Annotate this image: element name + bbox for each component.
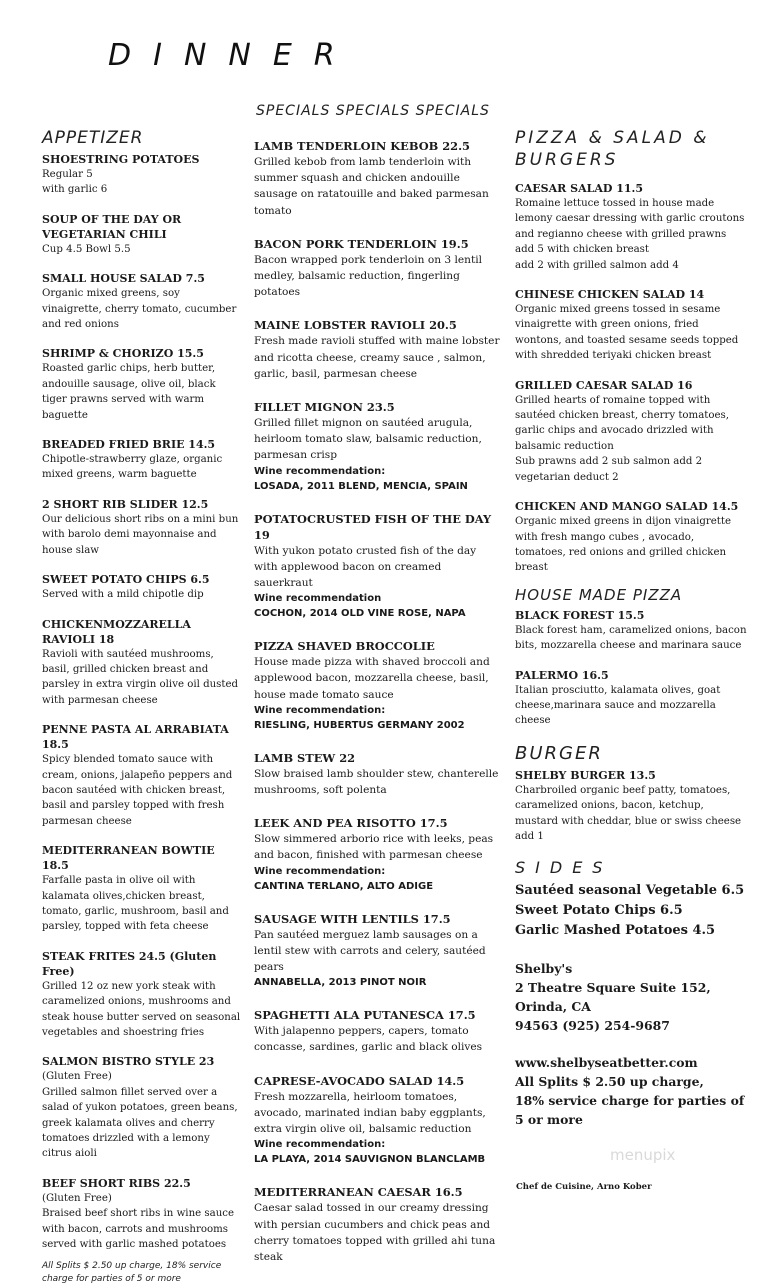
item-description: Farfalle pasta in olive oil with kalamata olives,chicken breast, tomato, garlic, mushroom, basil and parsley, topped with feta cheese [42, 875, 229, 933]
wine-recommendation: ANNABELLA, 2013 PINOT NOIR [254, 977, 427, 989]
item-description: Bacon wrapped pork tenderloin on 3 lentil medley, balsamic reduction, fingerling potatoes [254, 253, 483, 299]
item-description: (Gluten Free) Grilled salmon fillet served over a salad of yukon potatoes, green beans, greek kalamata olives and cherry tomatoes drizzled with a lemony citrus aioli [42, 1071, 238, 1160]
menu-item [254, 1073, 502, 1168]
item-description: Our delicious short ribs on a mini bun with barolo demi mayonnaise and house slaw [42, 513, 239, 556]
info-line: All Splits $ 2.50 up charge, [515, 1074, 704, 1090]
wine-label: Wine recommendation: [254, 465, 386, 477]
menu-item [42, 722, 242, 829]
menu-item [42, 437, 242, 483]
menu-item [254, 1007, 502, 1055]
side-item: Sautéed seasonal Vegetable 6.5 [515, 883, 745, 899]
item-name: PALERMO 16.5 [515, 668, 609, 682]
item-description: Spicy blended tomato sauce with cream, onions, jalapeño peppers and bacon sautéed with chicken breast, basil and parsley topped with fresh parmesan cheese [42, 754, 233, 827]
item-description: Romaine lettuce tossed in house made lemony caesar dressing with garlic croutons and regianno cheese with grilled prawns add 5 with chicken breast add 2 with grilled salmon add 4 [515, 198, 745, 271]
item-description: With yukon potato crusted fish of the day with applewood bacon on creamed sauerkraut [254, 544, 477, 590]
menu-item [515, 181, 747, 273]
menu-item [42, 617, 242, 709]
menu-item [42, 949, 242, 1041]
chef-credit: Chef de Cuisine, Arno Kober [516, 1182, 652, 1192]
side-item: Sweet Potato Chips 6.5 [515, 903, 683, 919]
item-description: Grilled fillet mignon on sautéed arugula, heirloom tomato slaw, balsamic reduction, parmesan crisp [254, 417, 482, 462]
item-description: Served with a mild chipotle dip [42, 589, 204, 601]
menu-item [42, 497, 242, 558]
wine-label: Wine recommendation: [254, 865, 386, 877]
item-name: MAINE LOBSTER RAVIOLI 20.5 [254, 318, 457, 333]
menu-item [515, 768, 747, 845]
item-name: CAESAR SALAD 11.5 [515, 182, 644, 195]
item-name: PENNE PASTA AL ARRABIATA 18.5 [42, 723, 229, 752]
item-name: SHELBY BURGER 13.5 [515, 768, 656, 782]
menu-item [515, 287, 747, 364]
menu-item [254, 511, 502, 622]
menu-item [42, 346, 242, 423]
menu-item [515, 668, 747, 729]
appetizer-header: APPETIZER [42, 128, 144, 148]
item-name: MEDITERRANEAN BOWTIE 18.5 [42, 844, 215, 873]
menu-item [42, 843, 242, 935]
item-name: MEDITERRANEAN CAESAR 16.5 [254, 1185, 463, 1200]
wine-recommendation: COCHON, 2014 OLD VINE ROSE, NAPA [254, 608, 466, 620]
item-name: BACON PORK TENDERLOIN 19.5 [254, 236, 469, 251]
item-description: Grilled kebob from lamb tenderloin with summer squash and chicken andouille sausage on ratatouille and baked parmesan tomato [254, 156, 489, 217]
item-name: SALMON BISTRO STYLE 23 [42, 1055, 215, 1069]
footer-info [515, 1053, 747, 1129]
item-name: BLACK FOREST 15.5 [515, 608, 645, 622]
item-description: Italian prosciutto, kalamata olives, goat cheese,marinara sauce and mozzarella cheese [515, 684, 721, 727]
menu-item [515, 608, 747, 654]
item-name: SOUP OF THE DAY OR VEGETARIAN CHILI [42, 212, 182, 241]
wine-label: Wine recommendation [254, 593, 382, 605]
watermark: menupix [610, 1146, 676, 1164]
item-name: SMALL HOUSE SALAD 7.5 [42, 272, 205, 286]
appetizer-list [42, 152, 242, 1252]
wine-recommendation: LA PLAYA, 2014 SAUVIGNON BLANCLAMB [254, 1154, 486, 1166]
house-pizza-header: HOUSE MADE PIZZA [515, 585, 683, 604]
item-name: SPAGHETTI ALA PUTANESCA 17.5 [254, 1008, 476, 1023]
address-line: 94563 (925) 254-9687 [515, 1018, 670, 1034]
item-description: Regular 5 with garlic 6 [42, 169, 108, 196]
menu-item [254, 638, 502, 733]
menu-item [42, 572, 242, 602]
menu-item [515, 499, 747, 576]
item-description: Black forest ham, caramelized onions, bacon bits, mozzarella cheese and marinara sauce [515, 624, 747, 652]
menu-item [254, 317, 502, 382]
menu-item [42, 1054, 242, 1161]
menu-title: DINNER [108, 38, 357, 73]
item-name: SAUSAGE WITH LENTILS 17.5 [254, 911, 451, 926]
item-name: SHRIMP & CHORIZO 15.5 [42, 347, 204, 361]
menu-item [254, 911, 502, 991]
item-description: Slow braised lamb shoulder stew, chanterelle mushrooms, soft polenta [254, 767, 499, 797]
burger-header: BURGER [515, 742, 603, 764]
item-name: CAPRESE-AVOCADO SALAD 14.5 [254, 1073, 465, 1088]
item-name: LEEK AND PEA RISOTTO 17.5 [254, 816, 448, 831]
item-description: Fresh made ravioli stuffed with maine lobster and ricotta cheese, creamy sauce , salmon, garlic, basil, parmesan cheese [254, 335, 500, 380]
item-name: BREADED FRIED BRIE 14.5 [42, 438, 216, 452]
right-column [515, 127, 747, 1129]
item-description: Fresh mozzarella, heirloom tomatoes, avocado, marinated indian baby eggplants, extra virgin olive oil, balsamic reduction [254, 1090, 486, 1136]
wine-recommendation: CANTINA TERLANO, ALTO ADIGE [254, 880, 434, 892]
info-line: www.shelbyseatbetter.com [515, 1055, 698, 1071]
info-line: 18% service charge for parties of [515, 1093, 745, 1109]
specials-list [254, 138, 502, 1265]
menu-item [515, 378, 747, 485]
menu-item [254, 750, 502, 798]
address-line: Shelby's [515, 961, 573, 977]
address-block [515, 959, 747, 1035]
sides-header: SIDES [515, 858, 613, 878]
item-description: (Gluten Free) Braised beef short ribs in wine sauce with bacon, carrots and mushrooms served with garlic mashed potatoes [42, 1192, 234, 1251]
menu-item [254, 815, 502, 893]
menu-item [254, 236, 502, 301]
item-name: POTATOCRUSTED FISH OF THE DAY 19 [254, 511, 492, 542]
address-line: Orinda, CA [515, 999, 591, 1015]
menu-item [42, 271, 242, 332]
address-line: 2 Theatre Square Suite 152, [515, 980, 711, 996]
pizza-salad-header: PIZZA & SALAD & BURGERS [515, 128, 710, 170]
item-name: PIZZA SHAVED BROCCOLIE [254, 639, 435, 654]
specials-header: SPECIALS SPECIALS SPECIALS [256, 103, 490, 119]
item-name: GRILLED CAESAR SALAD 16 [515, 378, 693, 392]
appetizer-note: All Splits $ 2.50 up charge, 18% service charge for parties of 5 or more [42, 1261, 222, 1285]
item-name: LAMB STEW 22 [254, 750, 356, 765]
item-description: Pan sautéed merguez lamb sausages on a lentil stew with carrots and celery, sautéed pears [254, 928, 486, 974]
item-description: Roasted garlic chips, herb butter, andouille sausage, olive oil, black tiger prawns served with warm baguette [42, 363, 216, 421]
item-description: Cup 4.5 Bowl 5.5 [42, 243, 131, 255]
menu-item [42, 1176, 242, 1253]
item-description: Organic mixed greens tossed in sesame vinaigrette with green onions, fried wontons, and toasted sesame seeds topped with shredded teriyaki chicken breast [515, 304, 739, 362]
item-description: Ravioli with sautéed mushrooms, basil, grilled chicken breast and parsley in extra virgin olive oil dusted with parmesan cheese [42, 648, 239, 706]
info-line: 5 or more [515, 1112, 583, 1128]
item-name: CHICKEN AND MANGO SALAD 14.5 [515, 500, 739, 514]
item-name: CHINESE CHICKEN SALAD 14 [515, 288, 705, 302]
item-name: FILLET MIGNON 23.5 [254, 400, 395, 415]
item-name: CHICKENMOZZARELLA RAVIOLI 18 [42, 617, 191, 646]
item-name: LAMB TENDERLOIN KEBOB 22.5 [254, 139, 470, 153]
item-description: Grilled hearts of romaine topped with sautéed chicken breast, cherry tomatoes, garlic chips and avocado drizzled with balsamic reduction Sub prawns add 2 sub salmon add 2 vegetarian deduct 2 [515, 394, 730, 483]
specials-column [254, 138, 502, 1282]
item-name: SWEET POTATO CHIPS 6.5 [42, 573, 210, 587]
menu-item [254, 138, 502, 219]
wine-recommendation: RIESLING, HUBERTUS GERMANY 2002 [254, 719, 465, 731]
appetizer-column [42, 128, 242, 1286]
item-description: Caesar salad tossed in our creamy dressing with persian cucumbers and chick peas and cherry tomatoes topped with grilled ahi tuna steak [254, 1202, 496, 1263]
item-name: BEEF SHORT RIBS 22.5 [42, 1176, 191, 1190]
item-description: House made pizza with shaved broccoli and applewood bacon, mozzarella cheese, basil, house made tomato sauce [254, 656, 490, 701]
item-description: Chipotle-strawberry glaze, organic mixed greens, warm baguette [42, 454, 223, 481]
menu-item [254, 1184, 502, 1265]
burger-list [515, 768, 747, 845]
item-description: Organic mixed greens, soy vinaigrette, cherry tomato, cucumber and red onions [42, 288, 237, 331]
item-description: With jalapenno peppers, capers, tomato concasse, sardines, garlic and black olives [254, 1025, 483, 1054]
item-description: Slow simmered arborio rice with leeks, peas and bacon, finished with parmesan cheese [254, 833, 494, 862]
item-description: Grilled 12 oz new york steak with caramelized onions, mushrooms and steak house butter served on seasonal vegetables and shoestring fries [42, 980, 241, 1038]
item-description: Organic mixed greens in dijon vinaigrette with fresh mango cubes , avocado, tomatoes, red onions and grilled chicken breast [515, 516, 731, 574]
item-name: STEAK FRITES 24.5 (Gluten Free) [42, 949, 217, 978]
wine-label: Wine recommendation: [254, 704, 386, 716]
wine-label: Wine recommendation: [254, 1139, 386, 1151]
side-item: Garlic Mashed Potatoes 4.5 [515, 923, 716, 939]
menu-item [42, 152, 242, 198]
pizza-list [515, 608, 747, 729]
menu-item [42, 212, 242, 257]
menu-item [254, 399, 502, 494]
wine-recommendation: LOSADA, 2011 BLEND, MENCIA, SPAIN [254, 480, 468, 492]
sides-list [515, 881, 747, 941]
item-description: Charbroiled organic beef patty, tomatoes, caramelized onions, bacon, ketchup, mustard with cheddar, blue or swiss cheese add 1 [515, 784, 742, 842]
salad-list [515, 181, 747, 576]
item-name: 2 SHORT RIB SLIDER 12.5 [42, 497, 209, 511]
item-name: SHOESTRING POTATOES [42, 153, 200, 166]
